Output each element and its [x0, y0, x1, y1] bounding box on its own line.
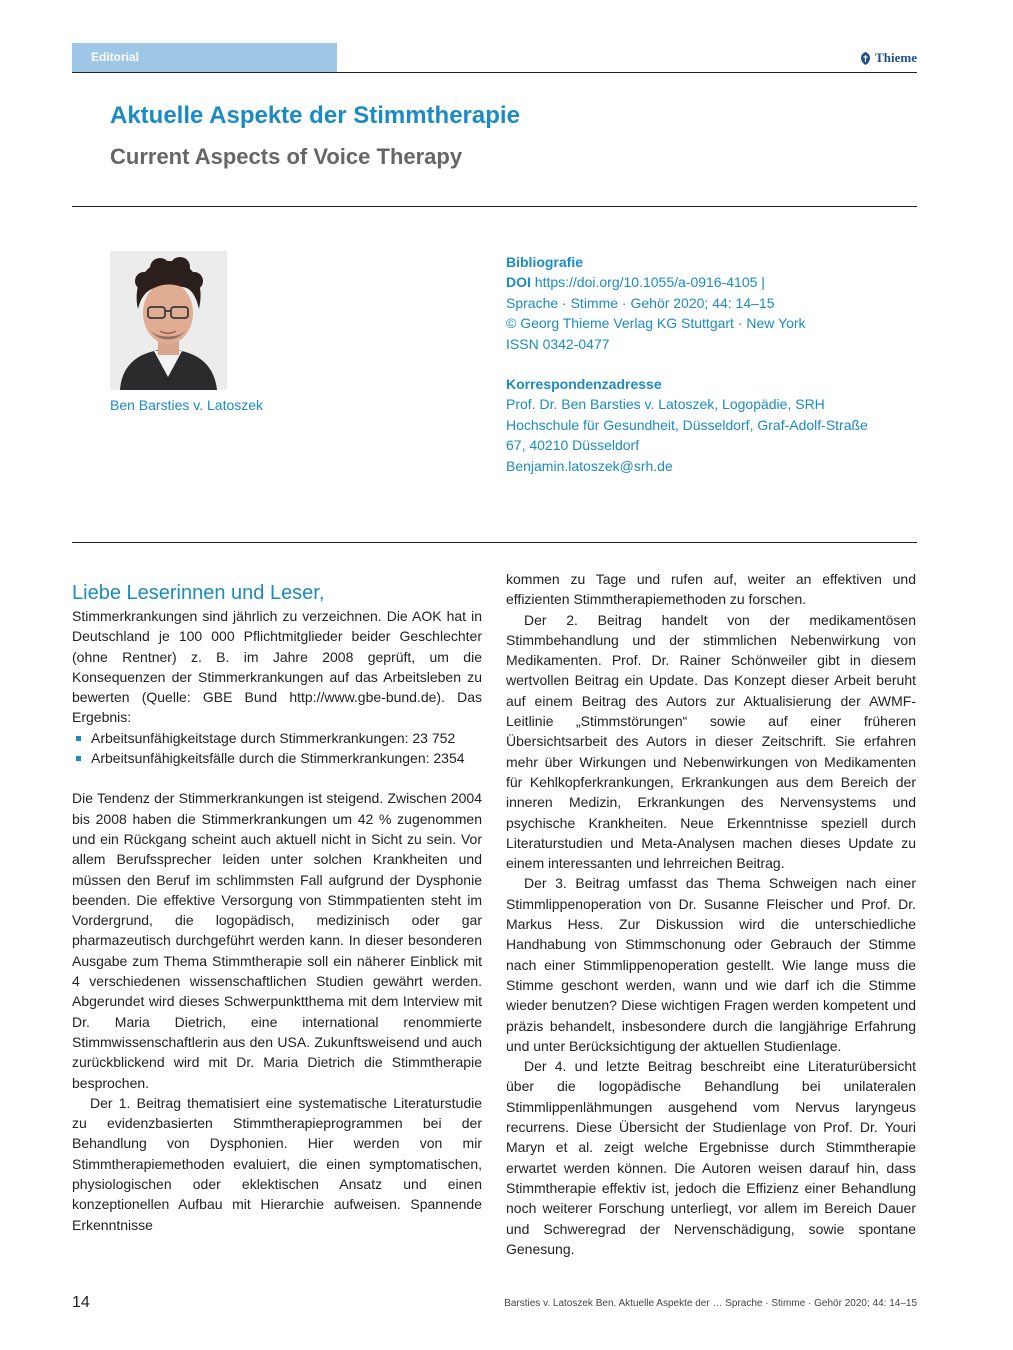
body-rule [72, 542, 917, 543]
author-caption: Ben Barsties v. Latoszek [110, 397, 264, 413]
correspondence-line: Hochschule für Gesundheit, Düsseldorf, Graf-Adolf-Straße [506, 416, 868, 433]
title-english: Current Aspects of Voice Therapy [110, 144, 463, 169]
body-column-left [72, 580, 482, 1235]
doi-line [506, 272, 916, 292]
list-item: Arbeitsunfähigkeitsfälle durch die Stimmerkrankungen: 2354 [72, 748, 482, 768]
thieme-emblem-icon [860, 52, 871, 65]
publisher-name: Thieme [875, 50, 917, 65]
first-article-paragraph-continued: kommen zu Tage und rufen auf, weiter an effektiven und effizienten Stimmtherapiemethoden zu forschen. [506, 571, 916, 608]
copyright-line: © Georg Thieme Verlag KG Stuttgart · New York [506, 315, 806, 332]
list-item: Arbeitsunfähigkeitstage durch Stimmerkrankungen: 23 752 [72, 728, 482, 748]
title-german: Aktuelle Aspekte der Stimmtherapie [110, 102, 520, 129]
page-number: 14 [72, 1294, 90, 1311]
doi-label: DOI [506, 274, 531, 291]
article-metadata [506, 252, 916, 476]
second-article-paragraph: Der 2. Beitrag handelt von der medikamentösen Stimmbehandlung und der stimmlichen Nebenwirkung von Medikamenten. Prof. Dr. Rainer Schönweiler gibt in diesem wertvollen Beitrag ein Update. Das Konzept dieser Arbeit beruht auf einem Beitrag des Autors zur Aktualisierung der AWMF-Leitlinie „Stimmstörungen“ sowie auf einer früheren Übersichtsarbeit des Autors in dieser Zeitschrift. Sie erfahren mehr über Wirkungen und Nebenwirkungen von Medikamenten für Kehlkopferkrankungen, Erkrankungen aus dem Bereich der inneren Medizin, Erkrankungen des Nervensystems und psychische Krankheiten. Neue Erkenntnisse speziell durch Literaturstudien und Meta-Analysen machen dieses Update zu einem interessanten und lehrreichen Beitrag. [506, 611, 916, 872]
fourth-article-paragraph: Der 4. und letzte Beitrag beschreibt eine Literaturübersicht über die logopädische Behandlung bei unilateralen Stimmlippenlähmungen ausgehend vom Nervus laryngeus recurrens. Diese Übersicht der Studienlage von Prof. Dr. Youri Maryn et al. zeigt welche Ergebnisse durch Stimmtherapie erwartet werden können. Die Autoren weisen darauf hin, dass Stimmtherapie effektiv ist, jedoch die Effizienz einer Behandlung noch weiterer Forschung unterliegt, vor allem im Bereich Dauer und Schweregrad der Nervenschädigung, sowie spontane Genesung. [506, 1058, 916, 1257]
greeting-heading: Liebe Leserinnen und Leser, [72, 582, 325, 604]
author-photo [110, 251, 227, 390]
body-column-right [506, 569, 916, 1259]
journal-citation: Sprache · Stimme · Gehör 2020; 44: 14–15 [506, 294, 775, 311]
trend-paragraph: Die Tendenz der Stimmerkrankungen ist steigend. Zwischen 2004 bis 2008 haben die Stimmerkrankungen um 42 % zugenommen und ein Rückgang scheint auch aktuell nicht in Sicht zu sein. Vor allem Berufssprecher leiden unter solchen Krankheiten und müssen den Beruf im schlimmsten Fall aufgrund der Dysphonie beenden. Die effektive Versorgung von Stimmpatienten steht im Vordergrund, die logopädisch, medizinisch oder gar pharmazeutisch durchgeführt werden kann. In dieser besonderen Ausgabe zum Thema Stimmtherapie soll ein näherer Einblick mit 4 verschiedenen wissenschaftlichen Studien gewährt werden. Abgerundet wird dieses Schwerpunktthema mit dem Interview mit Dr. Maria Dietrich, eine international renommierte Stimmwissenschaftlerin aus den USA. Zukunftsweisend und auch zurückblickend wird mit Dr. Maria Dietrich die Stimmtherapie besprochen. [72, 790, 482, 1091]
correspondence-heading: Korrespondenzadresse [506, 376, 662, 393]
publisher-logo [860, 50, 917, 66]
correspondence-email-link[interactable]: Benjamin.latoszek@srh.de [506, 457, 673, 474]
statistics-list [72, 728, 482, 769]
correspondence-line: Prof. Dr. Ben Barsties v. Latoszek, Logopädie, SRH [506, 396, 825, 413]
issn-line: ISSN 0342-0477 [506, 335, 610, 352]
section-tab [72, 43, 337, 72]
footer-citation: Barsties v. Latoszek Ben. Aktuelle Aspekte der … Sprache · Stimme · Gehör 2020; 44: 14–15 [504, 1298, 917, 1309]
third-article-paragraph: Der 3. Beitrag umfasst das Thema Schweigen nach einer Stimmlippenoperation von Dr. Susanne Fleischer und Prof. Dr. Markus Hess. Zur Diskussion wird die unterschiedliche Handhabung von Stimmschonung oder Gebrauch der Stimme nach einer Stimmlippenoperation gestellt. Wie lange muss die Stimme geschont werden, wann und wie darf ich die Stimme wieder benutzen? Diese wichtigen Fragen werden kompetent und präzis behandelt, insbesondere durch die langjährige Erfahrung und unter Berücksichtigung der aktuellen Studienlage. [506, 875, 916, 1054]
doi-link[interactable]: https://doi.org/10.1055/a-0916-4105 | [534, 274, 765, 291]
correspondence-line: 67, 40210 Düsseldorf [506, 437, 640, 454]
header-rule [72, 72, 917, 73]
section-label: Editorial [91, 50, 140, 64]
first-article-paragraph: Der 1. Beitrag thematisiert eine systematische Literaturstudie zu evidenzbasierten Stimmtherapieprogrammen bei der Behandlung von Dysphonien. Hier werden von mir Stimmtherapiemethoden evaluiert, die einen symptomatischen, physiologischen oder eklektischen Ansatz und einen konzeptionellen Aufbau mit Hierarchie aufweisen. Spannende Erkenntnisse [72, 1094, 482, 1233]
intro-paragraph: Stimmerkrankungen sind jährlich zu verzeichnen. Die AOK hat in Deutschland je 100 000 Pflichtmitglieder beider Geschlechter (ohne Rentner) z. B. im Jahre 2008 geprüft, um die Konsequenzen der Stimmerkrankungen auf das Arbeitsleben zu bewerten (Quelle: GBE Bund http://www.gbe-bund.de). Das Ergebnis: [72, 608, 482, 726]
bibliography-heading: Bibliografie [506, 254, 584, 270]
title-rule [72, 206, 917, 207]
